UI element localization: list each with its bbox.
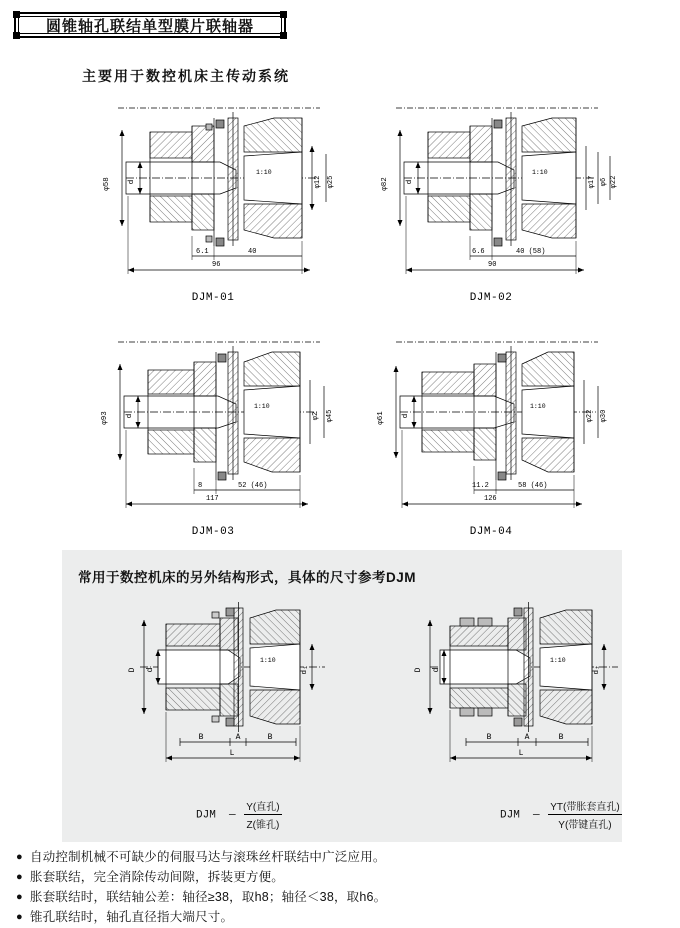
label-dim-1: 11.2 bbox=[472, 482, 489, 490]
label-d: d bbox=[432, 667, 441, 673]
label-dim-2: 40 bbox=[248, 248, 257, 256]
formula-denominator: Z(锥孔) bbox=[246, 820, 280, 831]
formula-fraction bbox=[548, 798, 621, 831]
bullet-dot-icon: ● bbox=[16, 911, 23, 923]
label-dim-3: 117 bbox=[206, 495, 219, 503]
list-item-text: 胀套联结时，联结轴公差：轴径≥38，取h8；轴径＜38，取h6。 bbox=[30, 890, 387, 904]
label-taper: 1:10 bbox=[530, 403, 546, 410]
label-D: D bbox=[414, 667, 423, 673]
formula-right: DJM — $\frac{\text{YT(带胀套直孔)}}{\text{Y(带键直孔)}}$ bbox=[500, 798, 624, 831]
figure-djm-04 bbox=[366, 330, 616, 540]
bullet-dot-icon: ● bbox=[16, 871, 23, 883]
label-shaft-d: d bbox=[128, 179, 136, 185]
figure-djm-03 bbox=[88, 330, 338, 540]
label-taper: 1:10 bbox=[260, 657, 276, 664]
list-item-text: 自动控制机械不可缺少的伺服马达与滚珠丝杆联结中广泛应用。 bbox=[30, 850, 386, 864]
figure-panel-left bbox=[100, 592, 340, 772]
label-dim-1: 6.6 bbox=[472, 248, 485, 256]
list-item-text: 胀套联结，完全消除传动间隙，拆装更方便。 bbox=[30, 870, 285, 884]
label-taper: 1:10 bbox=[254, 403, 270, 410]
drawing-djm-03 bbox=[88, 330, 338, 520]
formula-denominator: Y(带键直孔) bbox=[558, 820, 612, 831]
label-A: A bbox=[235, 733, 241, 742]
label-d1: d₁ bbox=[301, 665, 309, 675]
label-dim-2: 52 (46) bbox=[238, 482, 268, 490]
label-right-1: φ12 bbox=[314, 175, 322, 189]
label-B-right: B bbox=[267, 733, 273, 742]
drawing-djm-01 bbox=[88, 96, 338, 286]
label-dim-2: 58 (46) bbox=[518, 482, 548, 490]
label-taper: 1:10 bbox=[550, 657, 566, 664]
drawing-panel-left bbox=[100, 592, 340, 772]
figure-caption: DJM-03 bbox=[191, 526, 235, 538]
label-diameter: φ93 bbox=[101, 411, 109, 425]
label-dim-3: 96 bbox=[212, 261, 221, 269]
label-B-left: B bbox=[486, 733, 492, 742]
label-right-2: φ30 bbox=[600, 409, 608, 423]
list-item bbox=[16, 868, 666, 886]
label-shaft-d: d bbox=[406, 179, 414, 185]
label-dim-1: 6.1 bbox=[196, 248, 209, 256]
page-title: 圆锥轴孔联结单型膜片联轴器 bbox=[45, 17, 254, 35]
drawing-djm-02 bbox=[366, 96, 616, 286]
label-right-2: φ25 bbox=[327, 175, 335, 189]
label-B-left: B bbox=[198, 733, 204, 742]
figure-caption: DJM-01 bbox=[191, 292, 235, 304]
label-diameter: φ82 bbox=[381, 177, 389, 191]
label-right-1: φ2 bbox=[312, 411, 320, 421]
label-right-3: φ22 bbox=[610, 175, 618, 189]
page-title-box bbox=[14, 12, 286, 38]
formula-numerator: YT(带胀套直孔) bbox=[548, 798, 621, 815]
figure-djm-01 bbox=[88, 96, 338, 306]
label-dim-2: 40 (58) bbox=[516, 248, 546, 256]
list-item bbox=[16, 908, 666, 926]
formula-numerator: Y(直孔) bbox=[244, 798, 281, 815]
label-shaft-d: d bbox=[126, 413, 134, 419]
label-taper: 1:10 bbox=[532, 169, 548, 176]
label-diameter: φ58 bbox=[103, 177, 111, 191]
formula-prefix: DJM bbox=[196, 809, 216, 822]
list-item bbox=[16, 848, 666, 866]
drawing-panel-right bbox=[390, 592, 630, 772]
label-d1: d₁ bbox=[593, 665, 601, 675]
label-dim-3: 90 bbox=[488, 261, 497, 269]
label-A: A bbox=[524, 733, 530, 742]
label-shaft-d: d bbox=[402, 413, 410, 419]
subtitle-main: 主要用于数控机床主传动系统 bbox=[82, 68, 290, 84]
label-dim-3: 126 bbox=[484, 495, 497, 503]
subtitle-second: 常用于数控机床的另外结构形式，具体的尺寸参考DJM bbox=[78, 570, 417, 585]
bullet-dot-icon: ● bbox=[16, 851, 23, 863]
formula-left: DJM — $\frac{\text{Y(直孔)}}{\text{Z(锥孔)}}$ bbox=[196, 798, 284, 831]
label-L: L bbox=[518, 749, 524, 758]
formula-fraction bbox=[244, 798, 281, 831]
label-diameter: φ61 bbox=[377, 411, 385, 425]
figure-caption: DJM-02 bbox=[469, 292, 513, 304]
list-item bbox=[16, 888, 666, 906]
label-right-1: φ17 bbox=[588, 175, 596, 189]
label-B-right: B bbox=[558, 733, 564, 742]
label-taper: 1:10 bbox=[256, 169, 272, 176]
label-d: d bbox=[146, 667, 155, 673]
bullet-dot-icon: ● bbox=[16, 891, 23, 903]
list-item-text: 锥孔联结时，轴孔直径指大端尺寸。 bbox=[30, 910, 234, 924]
label-L: L bbox=[229, 749, 235, 758]
feature-list bbox=[16, 848, 666, 928]
label-D: D bbox=[128, 667, 137, 673]
label-dim-1: 8 bbox=[198, 482, 203, 490]
label-right-1: φ22 bbox=[586, 409, 594, 423]
formula-prefix: DJM bbox=[500, 809, 520, 822]
figure-caption: DJM-04 bbox=[469, 526, 513, 538]
label-right-2: φ6 bbox=[600, 177, 608, 187]
figure-panel-right bbox=[390, 592, 630, 772]
drawing-djm-04 bbox=[366, 330, 616, 520]
label-right-2: φ45 bbox=[326, 409, 334, 423]
figure-djm-02 bbox=[366, 96, 616, 306]
